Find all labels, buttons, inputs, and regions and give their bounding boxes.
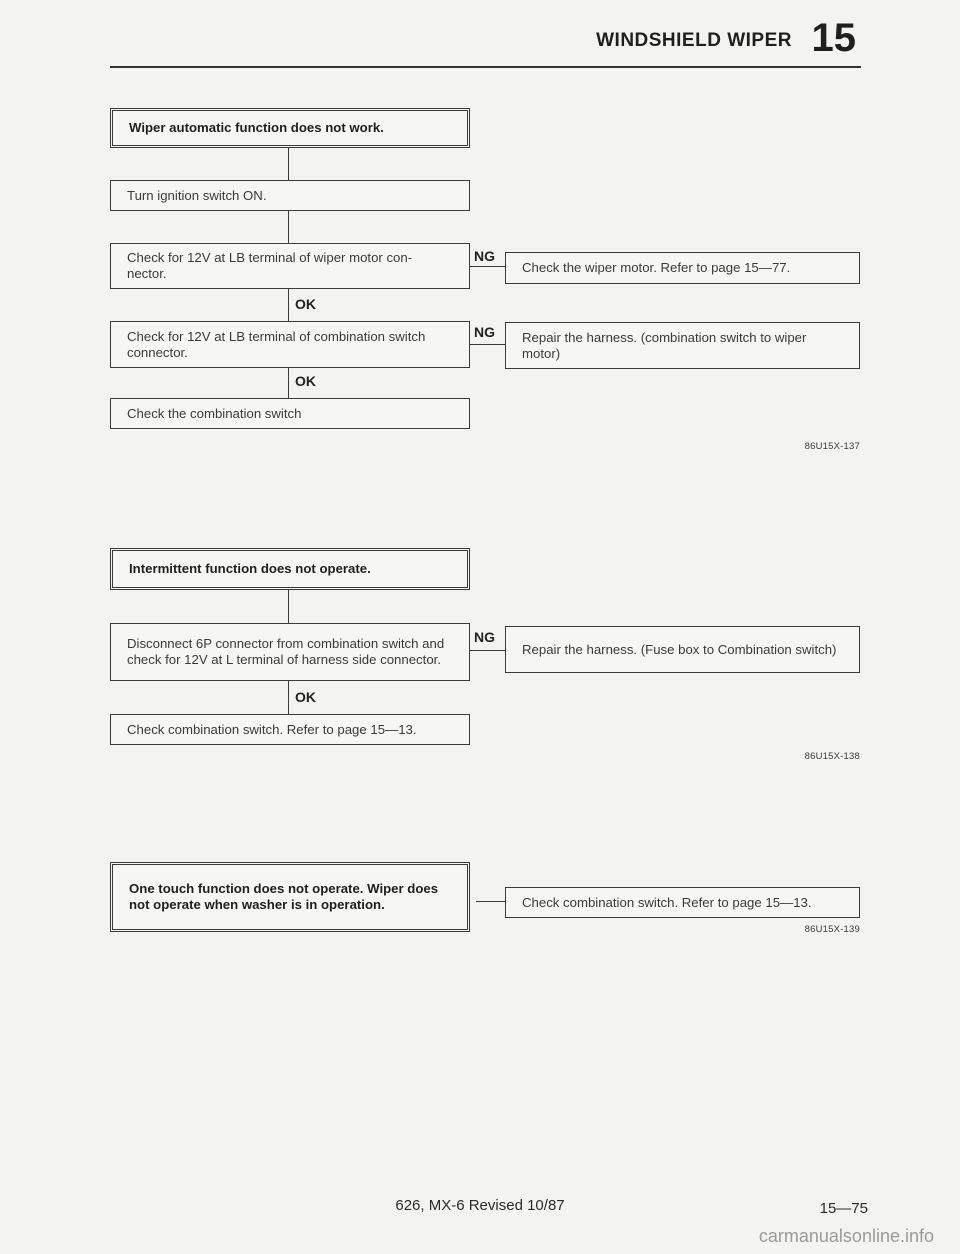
flow1-step2-text: Check for 12V at LB terminal of wiper motor con- nector. [127, 250, 413, 281]
flow1-step2-ng-box [505, 252, 860, 284]
flow1-step3-ng-box [505, 322, 860, 369]
flow1-step3-ng-text: Repair the harness. (combination switch to wiper motor) [522, 329, 807, 361]
ng-label: NG [474, 248, 495, 264]
ng-label: NG [474, 629, 495, 645]
ok-label: OK [295, 689, 316, 705]
footer-model: 626, MX-6 Revised 10/87 [395, 1197, 565, 1214]
page-number: 15—75 [819, 1200, 868, 1217]
ok-label: OK [295, 373, 316, 389]
connector [288, 681, 289, 714]
flow2-step1-text: Disconnect 6P connector from combination switch and check for 12V at L terminal of harness side connector. [127, 636, 445, 667]
connector [476, 901, 505, 902]
ok-label: OK [295, 296, 316, 312]
flow1-step2-box [110, 243, 470, 289]
connector [288, 211, 289, 243]
flow1-step4-box [110, 398, 470, 429]
flow2-start-box [110, 548, 470, 590]
flow1-step4-text: Check the combination switch [127, 405, 302, 421]
ng-label: NG [474, 324, 495, 340]
section-number: 15 [811, 16, 856, 60]
flow2-step1-ng-box [505, 626, 860, 673]
section-title: WINDSHIELD WIPER [596, 30, 792, 51]
flow1-step3-box [110, 321, 470, 368]
flow2-step2-text: Check combination switch. Refer to page 15—13. [127, 721, 417, 737]
flow3-start-text: One touch function does not operate. Wiper does not operate when washer is in operation. [129, 881, 439, 912]
flow1-start-text: Wiper automatic function does not work. [129, 120, 384, 135]
flow2-step2-box [110, 714, 470, 745]
flow1-step1-box [110, 180, 470, 211]
connector [288, 289, 289, 321]
header-rule [110, 66, 861, 68]
connector [470, 344, 505, 345]
flow3-action-text: Check combination switch. Refer to page 15—13. [522, 894, 812, 910]
flow3-start-box [110, 862, 470, 932]
flow1-step3-text: Check for 12V at LB terminal of combination switch connector. [127, 328, 426, 360]
connector [288, 368, 289, 398]
figure-code: 86U15X-137 [804, 441, 860, 452]
flow1-start-box [110, 108, 470, 148]
flow3-action-box [505, 887, 860, 918]
flow2-start-text: Intermittent function does not operate. [129, 561, 371, 576]
watermark: carmanualsonline.info [758, 1226, 934, 1246]
connector [470, 650, 505, 651]
figure-code: 86U15X-139 [804, 924, 860, 935]
connector [470, 266, 505, 267]
figure-code: 86U15X-138 [804, 751, 860, 762]
flow2-step1-box [110, 623, 470, 681]
connector [288, 148, 289, 180]
flow2-step1-ng-text: Repair the harness. (Fuse box to Combination switch) [522, 641, 837, 657]
flow1-step2-ng-text: Check the wiper motor. Refer to page 15—77. [522, 260, 791, 275]
connector [288, 590, 289, 623]
flow1-step1-text: Turn ignition switch ON. [127, 187, 267, 203]
